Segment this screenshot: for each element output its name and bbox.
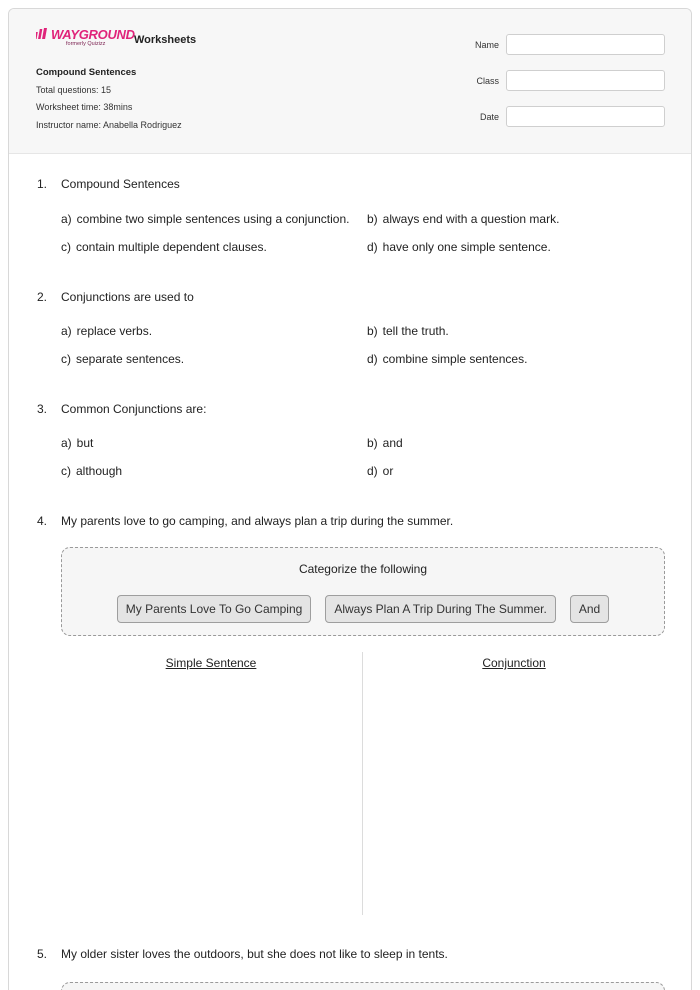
option-d: d) or bbox=[367, 464, 394, 478]
drag-chip[interactable]: Always Plan A Trip During The Summer. bbox=[325, 595, 556, 623]
question-number: 1. bbox=[37, 177, 48, 191]
option-d: d) have only one simple sentence. bbox=[367, 240, 551, 254]
date-field[interactable] bbox=[506, 106, 665, 127]
logo-subtext: formerly Quizizz bbox=[66, 41, 106, 47]
question-text: Compound Sentences bbox=[61, 177, 180, 191]
question-text: My older sister loves the outdoors, but she does not like to sleep in tents. bbox=[61, 947, 448, 961]
logo-mark-icon bbox=[36, 27, 49, 42]
categorize-box bbox=[61, 547, 665, 636]
logo-text: WAYGROUND bbox=[51, 27, 135, 42]
option-a: a) but bbox=[61, 436, 94, 450]
worksheet-header bbox=[9, 9, 692, 154]
option-b: b) always end with a question mark. bbox=[367, 212, 560, 226]
option-b: b) tell the truth. bbox=[367, 324, 449, 338]
brand-title: Worksheets bbox=[134, 34, 197, 46]
question-number: 4. bbox=[37, 514, 48, 528]
question-text: Common Conjunctions are: bbox=[61, 402, 207, 416]
worksheet-name: Compound Sentences bbox=[36, 67, 137, 78]
option-c: c) although bbox=[61, 464, 123, 478]
wayground-logo bbox=[36, 27, 135, 49]
drag-chip[interactable]: And bbox=[570, 595, 609, 623]
option-a: a) replace verbs. bbox=[61, 324, 153, 338]
name-label: Name bbox=[474, 40, 499, 50]
column-divider bbox=[362, 652, 363, 915]
worksheet-time: Worksheet time: 38mins bbox=[36, 102, 133, 112]
column-header-conjunction: Conjunction bbox=[482, 656, 546, 670]
chip-row bbox=[62, 595, 664, 623]
categorize-title: Categorize the following bbox=[298, 562, 428, 576]
question-number: 5. bbox=[37, 947, 48, 961]
instructor-name: Instructor name: Anabella Rodriguez bbox=[36, 120, 182, 130]
option-c: c) separate sentences. bbox=[61, 352, 185, 366]
question-number: 3. bbox=[37, 402, 48, 416]
question-number: 2. bbox=[37, 290, 48, 304]
option-a: a) combine two simple sentences using a conjunction. bbox=[61, 212, 350, 226]
class-field[interactable] bbox=[506, 70, 665, 91]
name-field[interactable] bbox=[506, 34, 665, 55]
option-d: d) combine simple sentences. bbox=[367, 352, 528, 366]
option-c: c) contain multiple dependent clauses. bbox=[61, 240, 267, 254]
categorize-box bbox=[61, 982, 665, 990]
date-label: Date bbox=[479, 112, 499, 122]
question-text: Conjunctions are used to bbox=[61, 290, 194, 304]
total-questions: Total questions: 15 bbox=[36, 85, 112, 95]
worksheet-page bbox=[8, 8, 692, 990]
class-label: Class bbox=[476, 76, 499, 86]
column-header-simple-sentence: Simple Sentence bbox=[165, 656, 257, 670]
option-b: b) and bbox=[367, 436, 403, 450]
drag-chip[interactable]: My Parents Love To Go Camping bbox=[117, 595, 312, 623]
question-text: My parents love to go camping, and always plan a trip during the summer. bbox=[61, 514, 454, 528]
